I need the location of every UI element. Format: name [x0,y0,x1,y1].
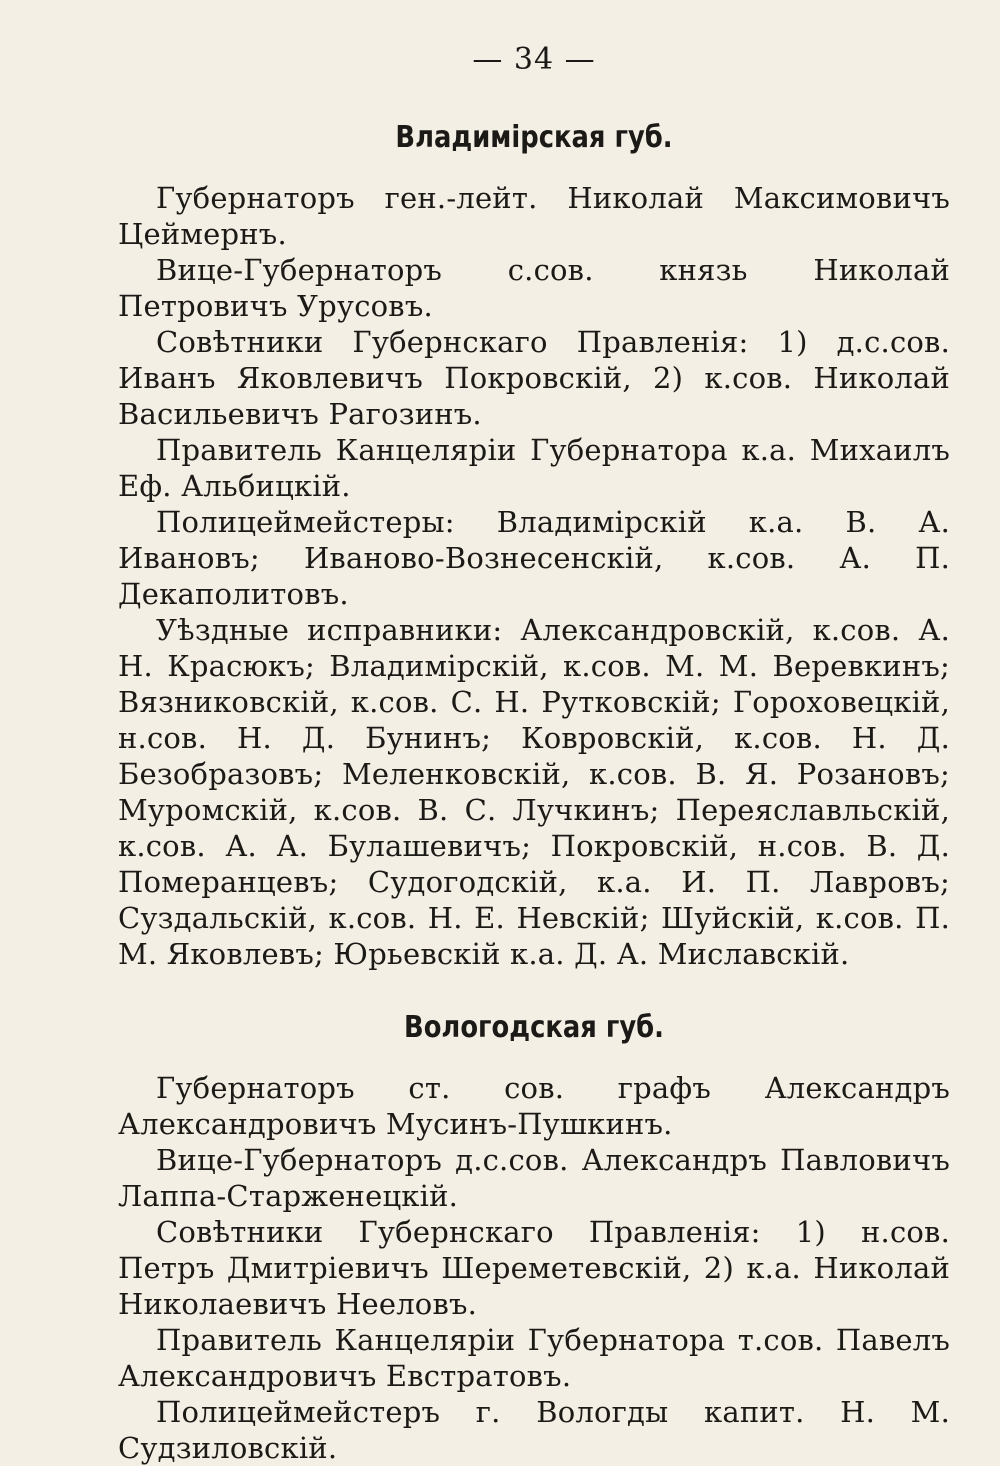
entry-vice-governor: Вице-Губернаторъ д.с.сов. Александръ Павловичъ Лаппа-Старженецкій. [118,1143,950,1213]
entry-police-chiefs: Полицеймейстеры: Владимірскій к.а. В. А. Ивановъ; Иваново-Вознесенскій, к.сов. А. П. Декаполитовъ. [118,505,950,611]
entry-chancellery-head: Правитель Канцеляріи Губернатора т.сов. Павелъ Александровичъ Евстратовъ. [118,1323,950,1393]
entry-councillors: Совѣтники Губернскаго Правленія: 1) д.с.сов. Иванъ Яковлевичъ Покровскій, 2) к.сов. Николай Васильевичъ Рагозинъ. [118,325,950,431]
entry-councillors: Совѣтники Губернскаго Правленія: 1) н.сов. Петръ Дмитріевичъ Шереметевскій, 2) к.а. Николай Николаевичъ Нееловъ. [118,1215,950,1321]
section-vladimir [118,118,950,972]
entry-district-officers: Уѣздные исправники: Александровскій, к.сов. А. Н. Красюкъ; Владимірскій, к.сов. М. М. Веревкинъ; Вязниковскій, к.сов. С. Н. Рутковскій; Гороховецкій, н.сов. Н. Д. Бунинъ; Ковровскій, к.сов. Н. Д. Безобразовъ; Меленковскій, к.сов. В. Я. Розановъ; Муромскій, к.сов. В. С. Лучкинъ; Переяславльскій, к.сов. А. А. Булашевичъ; Покровскій, н.сов. В. Д. Померанцевъ; Судогодскій, к.а. И. П. Лавровъ; Суздальскій, к.сов. Н. Е. Невскій; Шуйскій, к.сов. П. М. Яковлевъ; Юрьевскій к.а. Д. А. Миславскій. [118,613,950,971]
entry-governor: Губернаторъ ген.-лейт. Николай Максимовичъ Цеймернъ. [118,181,950,251]
section-title: Вологодская губ. [404,1010,664,1045]
section-title: Владимірская губ. [395,120,673,155]
entry-police-chief: Полицеймейстеръ г. Вологды капит. Н. М. Судзиловскій. [118,1395,950,1465]
page-number: — 34 — [472,42,596,77]
section-vologda [118,1008,950,1466]
entry-chancellery-head: Правитель Канцеляріи Губернатора к.а. Михаилъ Еф. Альбицкій. [118,433,950,503]
entry-vice-governor: Вице-Губернаторъ с.сов. князь Николай Петровичъ Урусовъ. [118,253,950,323]
entry-governor: Губернаторъ ст. сов. графъ Александръ Александровичъ Мусинъ-Пушкинъ. [118,1071,950,1141]
